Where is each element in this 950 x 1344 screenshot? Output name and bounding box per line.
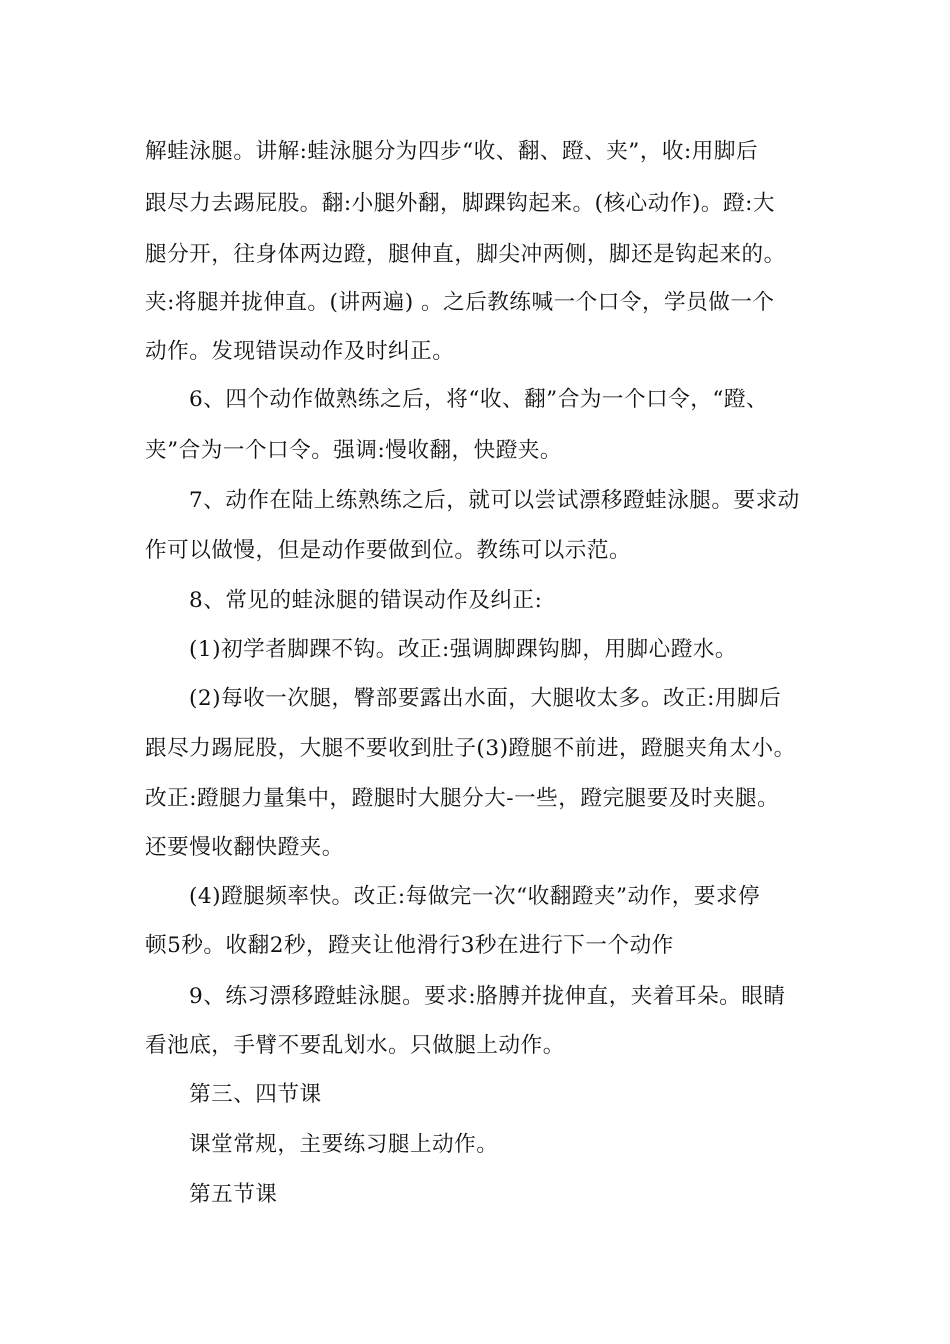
paragraph-line: 看池底，手臂不要乱划水。只做腿上动作。 — [145, 1033, 565, 1058]
paragraph-line: 7、动作在陆上练熟练之后，就可以尝试漂移蹬蛙泳腿。要求动 — [189, 488, 800, 513]
section-heading: 第五节课 — [189, 1182, 278, 1207]
paragraph-line: 解蛙泳腿。讲解:蛙泳腿分为四步“收、翻、蹬、夹”，收:用脚后 — [145, 139, 759, 164]
paragraph-line: 跟尽力踢屁股，大腿不要收到肚子(3)蹬腿不前进，蹬腿夹角太小。 — [145, 736, 796, 761]
paragraph-line: (4)蹬腿频率快。改正:每做完一次“收翻蹬夹”动作，要求停 — [189, 884, 761, 909]
paragraph-line: 腿分开，往身体两边蹬，腿伸直，脚尖冲两侧，脚还是钩起来的。 — [145, 242, 786, 267]
paragraph-line: 顿5秒。收翻2秒，蹬夹让他滑行3秒在进行下一个动作 — [145, 933, 674, 958]
paragraph-line: 跟尽力去踢屁股。翻:小腿外翻，脚踝钩起来。(核心动作)。蹬:大 — [145, 191, 775, 216]
paragraph-line: 还要慢收翻快蹬夹。 — [145, 835, 344, 860]
paragraph-line: 8、常见的蛙泳腿的错误动作及纠正: — [189, 588, 543, 613]
paragraph-line: 动作。发现错误动作及时纠正。 — [145, 339, 455, 364]
paragraph-line: 课堂常规，主要练习腿上动作。 — [189, 1132, 499, 1157]
paragraph-line: 夹:将腿并拢伸直。(讲两遍) 。之后教练喊一个口令，学员做一个 — [145, 290, 775, 315]
paragraph-line: 9、练习漂移蹬蛙泳腿。要求:胳膊并拢伸直，夹着耳朵。眼睛 — [189, 984, 786, 1009]
paragraph-line: (2)每收一次腿，臀部要露出水面，大腿收太多。改正:用脚后 — [189, 686, 782, 711]
paragraph-line: 作可以做慢，但是动作要做到位。教练可以示范。 — [145, 538, 632, 563]
paragraph-line: 夹”合为一个口令。强调:慢收翻，快蹬夹。 — [145, 438, 563, 463]
section-heading: 第三、四节课 — [189, 1082, 322, 1107]
paragraph-line: 6、四个动作做熟练之后，将“收、翻”合为一个口令，“蹬、 — [189, 387, 769, 412]
paragraph-line: (1)初学者脚踝不钩。改正:强调脚踝钩脚，用脚心蹬水。 — [189, 637, 738, 662]
paragraph-line: 改正:蹬腿力量集中，蹬腿时大腿分大-一些，蹬完腿要及时夹腿。 — [145, 786, 780, 811]
